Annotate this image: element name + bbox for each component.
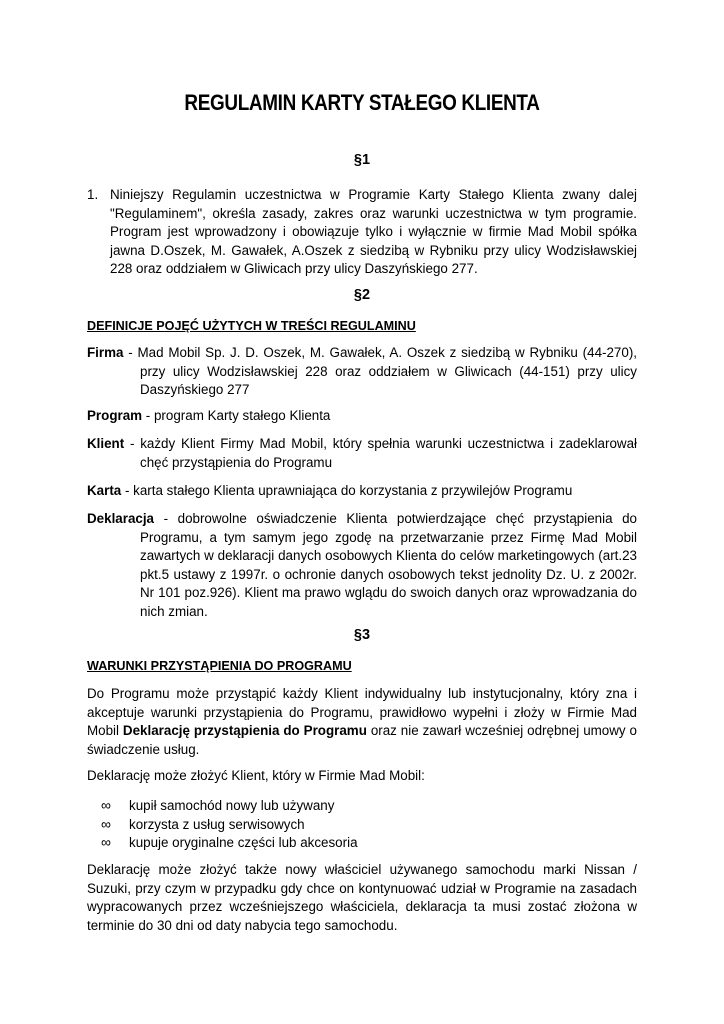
list-item-text: kupuje oryginalne części lub akcesoria — [129, 835, 358, 851]
section-1-item-1 — [87, 186, 637, 279]
list-item — [101, 833, 601, 852]
definition-term: Firma — [87, 345, 124, 360]
item-number: 1. — [87, 187, 99, 202]
section-3-paragraph-2: Deklarację może złożyć Klient, który w Firmie Mad Mobil: — [87, 768, 425, 783]
declaration-emphasis: Deklarację przystąpienia do Programu — [122, 723, 367, 739]
infinity-bullet-icon: ∞ — [101, 834, 111, 851]
definition-term: Deklaracja — [87, 511, 155, 526]
definition-separator: - — [154, 511, 178, 526]
definition-text: każdy Klient Firmy Mad Mobil, który spełnia warunki uczestnictwa i zadeklarował chęć przystąpienia do Programu — [140, 436, 637, 470]
section-3-paragraph-3: Deklarację może złożyć także nowy właściciel używanego samochodu marki Nissan / Suzuki, przy czym w przypadku gdy chce on kontynuować udział w Programie na zasadach wypracowanych przez wcześniejszego właściciela, deklaracja ta musi zostać złożona w terminie do 30 dni od daty nabycia tego samochodu. — [87, 862, 637, 933]
definition-klient — [87, 435, 637, 472]
list-item-text: korzysta z usług serwisowych — [129, 816, 305, 832]
paragraph-text: Do Programu może przystąpić każdy Klient indywidualny lub instytucjonalny, który zna i akceptuje warunki przystąpienia do Programu, prawidłowo wypełni i złoży w Firmie Mad Mobil — [87, 686, 637, 739]
definition-separator: - — [123, 345, 138, 360]
definition-karta — [87, 482, 637, 501]
infinity-bullet-icon: ∞ — [101, 815, 111, 832]
list-item-text: kupił samochód nowy lub używany — [129, 798, 335, 813]
item-text: Niniejszy Regulamin uczestnictwa w Programie Karty Stałego Klienta zwany dalej "Regulaminem", określa zasady, zakres oraz warunki uczestnictwa w tym programie. Program jest wprowadzony i obowiązuje tylko i wyłącznie w firmie Mad Mobil spółka jawna D.Oszek, M. Gawałek, A.Oszek z siedzibą w Rybniku przy ulicy Wodzisławskiej 228 oraz oddziałem w Gliwicach przy ulicy Daszyńskiego 277. — [110, 187, 637, 277]
paragraph-text: oraz nie zawarł wcześniej odrębnej umowy o świadczenie usług. — [87, 723, 637, 757]
definition-program — [87, 407, 637, 426]
definition-separator: - — [142, 408, 154, 423]
definition-text: dobrowolne oświadczenie Klienta potwierdzające chęć przystąpienia do Programu, a tym samym jego zgodę na przetwarzanie przez Firmę Mad Mobil zawartych w deklaracji danych osobowych Klienta do celów marketingowych (art.23 pkt.5 ustawy z 1997r. o ochronie danych osobowych tekst jednolity Dz. U. z 2002r. Nr 101 poz.926). Klient ma prawo wglądu do swoich danych oraz wprowadzania do nich zmian. — [140, 511, 638, 619]
eligibility-list — [101, 796, 601, 852]
definition-separator: - — [121, 483, 134, 498]
definition-text: program Karty stałego Klienta — [153, 408, 331, 423]
definition-text: Mad Mobil Sp. J. D. Oszek, M. Gawałek, A. Oszek z siedzibą w Rybniku (44-270), przy ulicy Wodzisławskiej 228 oraz oddziałem w Gliwicach (44-151) przy ulicy Daszyńskiego 277 — [137, 345, 637, 398]
section-3-mark: §3 — [353, 627, 371, 643]
list-item — [101, 815, 601, 834]
definition-firma — [87, 344, 637, 400]
definition-term: Karta — [87, 483, 122, 498]
definition-term: Klient — [87, 436, 125, 451]
definition-separator: - — [124, 436, 141, 451]
section-2-mark: §2 — [353, 287, 371, 303]
infinity-bullet-icon: ∞ — [101, 797, 111, 813]
list-item — [101, 796, 601, 815]
definition-term: Program — [87, 408, 143, 423]
definition-deklaracja — [87, 510, 637, 622]
definition-text: karta stałego Klienta uprawniająca do korzystania z przywilejów Programu — [133, 483, 573, 498]
section-3-heading: WARUNKI PRZYSTĄPIENIA DO PROGRAMU — [87, 659, 352, 673]
section-1-mark: §1 — [353, 152, 371, 168]
section-2-heading: DEFINICJE POJĘĆ UŻYTYCH W TREŚCI REGULAMINU — [87, 319, 416, 333]
document-title: REGULAMIN KARTY STAŁEGO KLIENTA — [184, 90, 540, 115]
section-3-paragraph-1 — [87, 685, 637, 759]
